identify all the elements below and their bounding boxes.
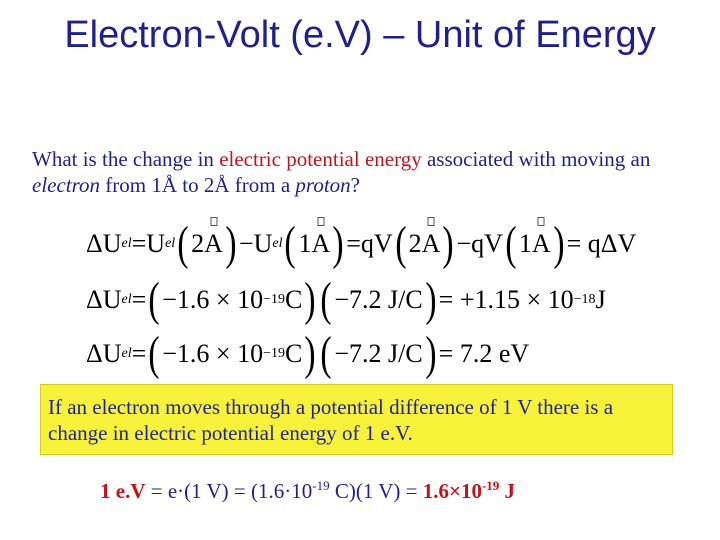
definition-text: If an electron moves through a potential difference of 1 V there is a change in electric potential energy of 1 e.V. [48, 395, 614, 445]
vector-box-icon [428, 217, 435, 226]
angstrom-unit: A [311, 229, 330, 259]
eq2-charge-exp: −19 [263, 292, 285, 307]
eq1-end: = qΔV [566, 229, 637, 258]
eq1-minus: − [238, 229, 254, 258]
question-proton-term: proton [295, 173, 351, 197]
eq1-one: 1 [298, 229, 312, 258]
eq3-charge-exp: −19 [263, 346, 285, 361]
paren-close: ) [332, 217, 344, 270]
question-electron-term: electron [32, 173, 101, 197]
vector-box-icon [538, 217, 545, 226]
eq1-two: 2 [191, 229, 205, 258]
conversion-exp: -19 [312, 478, 330, 493]
question-part: What is the change in [32, 147, 220, 171]
eq1-lhs-sub: el [121, 236, 132, 251]
eq1-equals: = [346, 229, 361, 258]
conversion-mid: C)(1 V) = [329, 479, 423, 503]
eq3-charge-unit: C [285, 339, 303, 368]
angstrom-unit: A [422, 229, 441, 259]
eq3-potential: −7.2 J/C [334, 339, 423, 368]
question-part: from 1Å to 2Å from a [100, 173, 296, 197]
paren-open: ( [505, 217, 517, 270]
eq2-lhs: ΔU [86, 285, 122, 314]
conversion-line [100, 478, 515, 504]
question-highlight-term: electric potential energy [219, 147, 422, 171]
paren-open: ( [148, 273, 160, 326]
angstrom-unit: A [204, 229, 223, 259]
conversion-rhs-exp: -19 [481, 478, 500, 493]
question-part: associated with moving an [421, 147, 651, 171]
eq1-one: 1 [518, 229, 532, 258]
paren-close: ) [442, 217, 455, 270]
eq1-lhs: ΔU [86, 229, 122, 258]
paren-open: ( [284, 217, 297, 270]
eq2-charge: −1.6 × 10 [162, 285, 264, 314]
eq1-qv: qV [360, 229, 393, 258]
eq1-u-sub: el [272, 236, 283, 251]
paren-open: ( [320, 327, 332, 380]
eq2-potential: −7.2 J/C [334, 285, 423, 314]
eq1-u: U [146, 229, 166, 258]
eq3-result: = 7.2 eV [438, 339, 530, 368]
question-part: ? [350, 173, 360, 197]
eq2-lhs-sub: el [121, 292, 132, 307]
paren-open: ( [395, 217, 407, 270]
conversion-rhs: 1.6×10 [422, 479, 482, 503]
eq3-lhs-sub: el [121, 346, 132, 361]
eq1-minus: − [456, 229, 472, 258]
eq3-lhs: ΔU [86, 339, 122, 368]
equation-3 [86, 328, 529, 380]
paren-open: ( [177, 217, 189, 270]
vector-box-icon [317, 217, 324, 226]
page-title: Electron-Volt (e.V) – Unit of Energy [64, 14, 656, 56]
paren-open: ( [320, 273, 332, 326]
equation-2 [86, 274, 606, 326]
angstrom-unit: A [532, 229, 551, 259]
eq2-equals: = [131, 285, 147, 314]
eq2-charge-unit: C [285, 285, 303, 314]
eq3-charge: −1.6 × 10 [162, 339, 264, 368]
vector-box-icon [210, 217, 217, 226]
eq2-result-unit: J [595, 285, 606, 314]
definition-callout [40, 384, 673, 455]
paren-close: ) [553, 217, 565, 270]
eq1-equals: = [131, 229, 147, 258]
eq3-equals: = [131, 339, 147, 368]
eq1-u: U [253, 229, 273, 258]
eq1-two: 2 [408, 229, 422, 258]
conversion-mid: = e·(1 V) = (1.6·10 [145, 479, 313, 503]
eq2-result: = +1.15 × 10 [438, 285, 574, 314]
eq2-result-exp: −18 [573, 292, 596, 307]
paren-close: ) [225, 217, 237, 270]
eq1-qv: qV [471, 229, 503, 258]
equation-1 [86, 218, 636, 270]
paren-close: ) [304, 327, 316, 380]
question-text [32, 146, 672, 198]
paren-close: ) [425, 273, 437, 326]
paren-close: ) [304, 273, 316, 326]
paren-open: ( [148, 327, 160, 380]
paren-close: ) [425, 327, 437, 380]
conversion-lhs: 1 e.V [100, 479, 146, 503]
conversion-rhs-unit: J [499, 479, 516, 503]
eq1-u-sub: el [165, 236, 176, 251]
